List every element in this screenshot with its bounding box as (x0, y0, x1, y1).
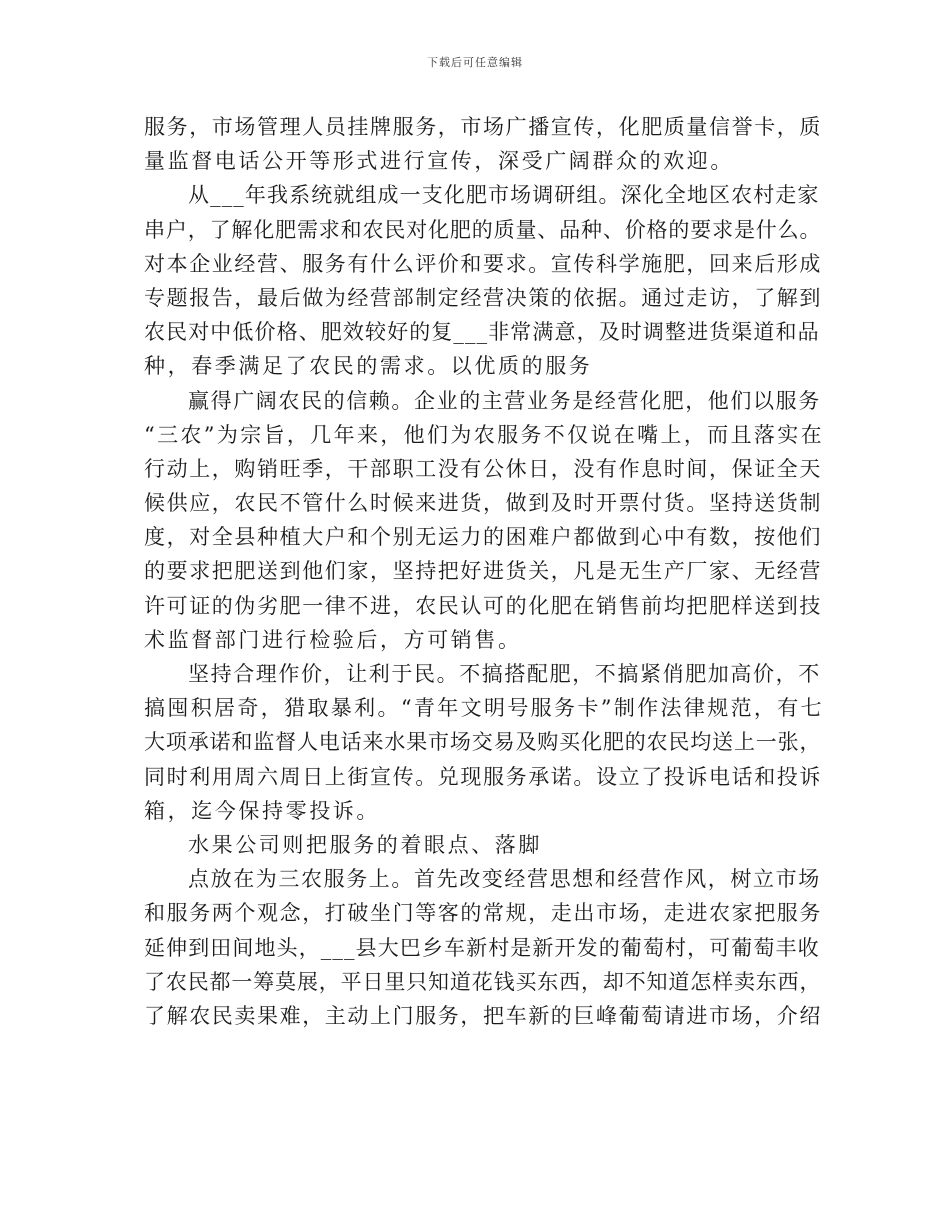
document-body (144, 110, 824, 1033)
text-line: 搞囤积居奇，猎取暴利。“青年文明号服务卡”制作法律规范，有七 (144, 696, 824, 721)
text-line: 许可证的伪劣肥一律不进，农民认可的化肥在销售前均把肥样送到技 (144, 593, 822, 618)
text-line: 术监督部门进行检验后，方可销售。 (144, 627, 522, 652)
text-line: 的要求把肥送到他们家，坚持把好进货关，凡是无生产厂家、无经营 (144, 559, 822, 584)
text-line: 串户，了解化肥需求和农民对化肥的质量、品种、价格的要求是什么。 (144, 217, 822, 242)
text-line: 了农民都一筹莫展，平日里只知道花钱买东西，却不知道怎样卖东西， (144, 969, 822, 994)
text-line: 和服务两个观念，打破坐门等客的常规，走出市场，走进农家把服务 (144, 901, 822, 926)
text-line: 服务，市场管理人员挂牌服务，市场广播宣传，化肥质量信誉卡，质 (144, 115, 822, 139)
text-line: 坚持合理作价，让利于民。不搞搭配肥，不搞紧俏肥加高价，不 (188, 662, 821, 686)
text-line: 种，春季满足了农民的需求。以优质的服务 (144, 354, 593, 379)
text-line: 专题报告，最后做为经营部制定经营决策的依据。通过走访，了解到 (144, 285, 822, 310)
text-line: 农民对中低价格、肥效较好的复___非常满意，及时调整进货渠道和品 (144, 320, 820, 345)
text-line: 从___年我系统就组成一支化肥市场调研组。深化全地区农村走家 (188, 183, 820, 208)
text-line: “三农”为宗旨，几年来，他们为农服务不仅说在嘴上，而且落实在 (144, 422, 824, 447)
text-line: 同时利用周六周日上街宣传。兑现服务承诺。设立了投诉电话和投诉 (144, 764, 822, 789)
text-line: 赢得广阔农民的信赖。企业的主营业务是经营化肥，他们以服务 (188, 388, 821, 413)
text-line: 量监督电话公开等形式进行宣传，深受广阔群众的欢迎。 (144, 149, 734, 174)
text-line: 了解农民卖果难，主动上门服务，把车新的巨峰葡萄请进市场，介绍 (144, 1003, 822, 1028)
page-header: 下载后可任意编辑 (427, 56, 523, 69)
text-line: 箱，迄今保持零投诉。 (144, 798, 380, 823)
text-line: 延伸到田间地头，___县大巴乡车新村是新开发的葡萄村，可葡萄丰收 (144, 935, 820, 960)
text-line: 候供应，农民不管什么时候来进货，做到及时开票付货。坚持送货制 (144, 491, 822, 516)
text-line: 点放在为三农服务上。首先改变经营思想和经营作风，树立市场 (188, 867, 821, 892)
text-line: 水果公司则把服务的着眼点、落脚 (188, 832, 542, 857)
text-line: 度，对全县种植大户和个别无运力的困难户都做到心中有数，按他们 (144, 525, 822, 550)
text-line: 行动上，购销旺季，干部职工没有公休日，没有作息时间，保证全天 (144, 456, 822, 481)
text-line: 大项承诺和监督人电话来水果市场交易及购买化肥的农民均送上一张， (144, 730, 822, 755)
text-line: 对本企业经营、服务有什么评价和要求。宣传科学施肥，回来后形成 (144, 251, 822, 276)
